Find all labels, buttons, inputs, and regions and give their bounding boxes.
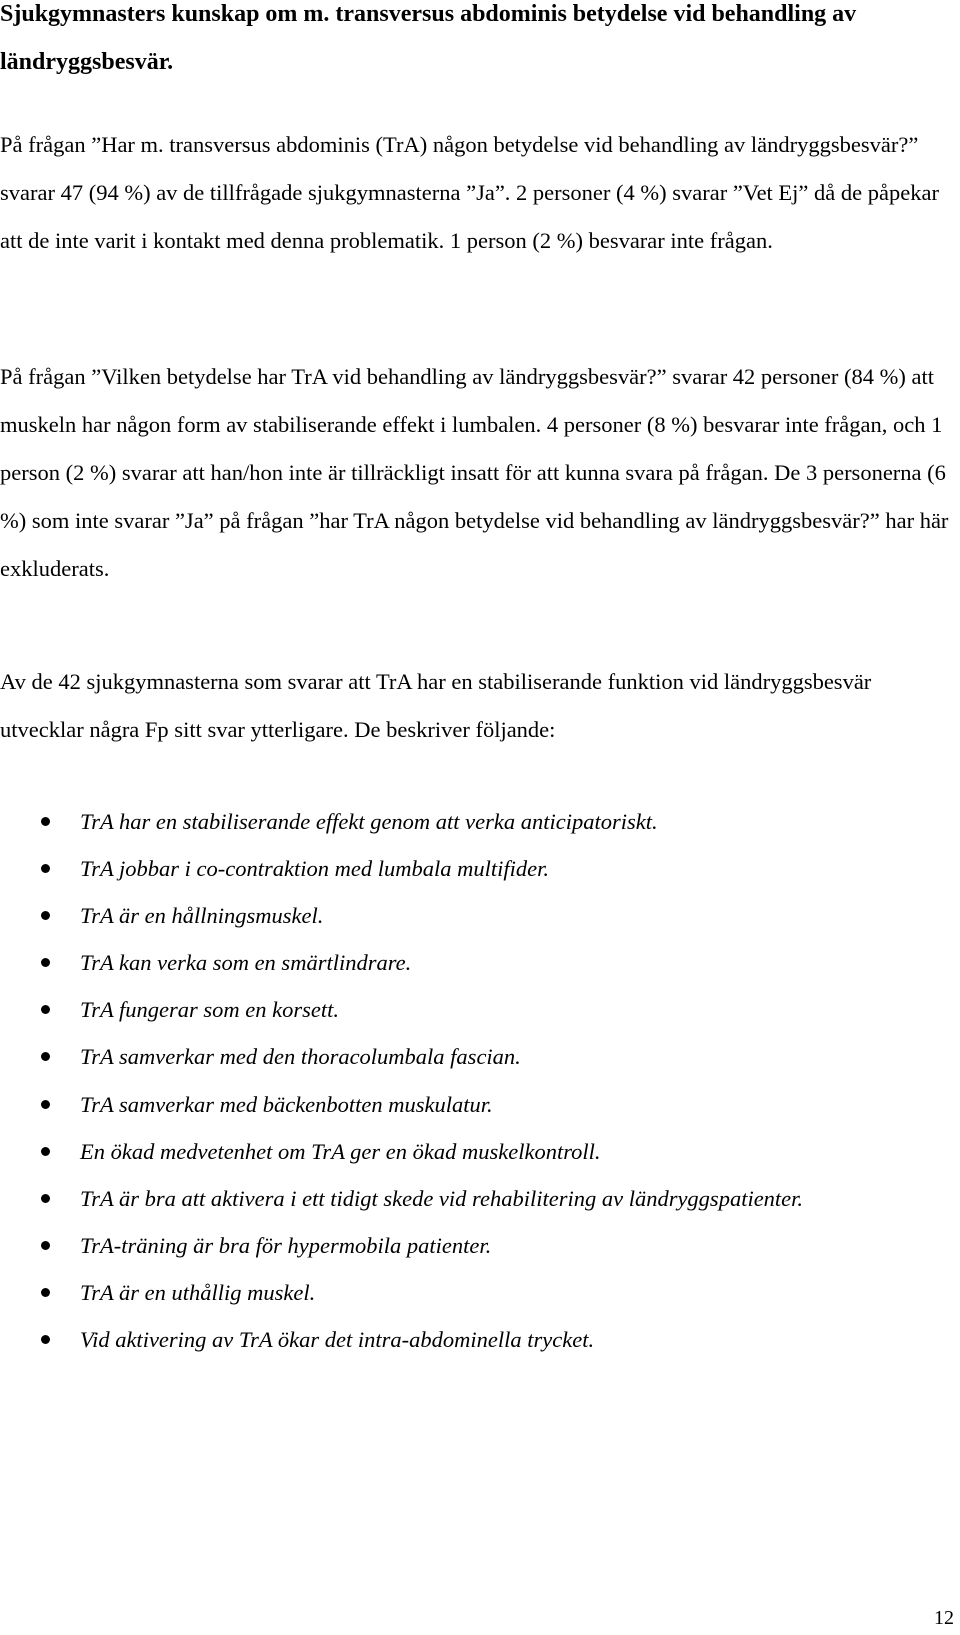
bullet-item — [0, 1128, 960, 1175]
bullet-icon — [41, 1335, 50, 1344]
bullet-item — [0, 939, 960, 986]
bullet-item — [0, 845, 960, 892]
page-number: 12 — [934, 1607, 954, 1629]
bullet-text: TrA fungerar som en korsett. — [80, 997, 339, 1023]
bullet-text: TrA-träning är bra för hypermobila patienter. — [80, 1232, 492, 1258]
bullet-text: TrA samverkar med den thoracolumbala fascian. — [80, 1044, 521, 1070]
bullet-text: TrA är bra att aktivera i ett tidigt skede vid rehabilitering av ländryggspatienter. — [80, 1185, 804, 1211]
paragraph-2: På frågan ”Vilken betydelse har TrA vid behandling av ländryggsbesvär?” svarar 42 personer (84 %) att muskeln har någon form av stabiliserande effekt i lumbalen. 4 personer (8 %) besvarar inte frågan, och 1 person (2 %) svarar att han/hon inte är tillräckligt insatt för att kunna svara på frågan. De 3 personerna (6 %) som inte svarar ”Ja” på frågan ”har TrA någon betydelse vid behandling av ländryggsbesvär?” har här exkluderats. — [0, 364, 949, 581]
bullet-text: Vid aktivering av TrA ökar det intra-abdominella trycket. — [80, 1327, 595, 1353]
bullet-item — [0, 1081, 960, 1128]
bullet-text: TrA har en stabiliserande effekt genom att verka anticipatoriskt. — [80, 809, 658, 834]
bullet-item — [0, 798, 960, 845]
bullet-item — [0, 892, 960, 939]
section-heading: Sjukgymnasters kunskap om m. transversus abdominis betydelse vid behandling av ländryggsbesvär. — [0, 1, 857, 75]
bullet-item — [0, 1033, 960, 1080]
bullet-list — [0, 798, 960, 1363]
bullet-icon — [41, 1005, 50, 1014]
bullet-item — [0, 1222, 960, 1269]
bullet-text: TrA är en hållningsmuskel. — [80, 903, 324, 929]
bullet-text: TrA samverkar med bäckenbotten muskulatur. — [80, 1091, 493, 1117]
bullet-icon — [41, 1194, 50, 1203]
bullet-icon — [41, 1147, 50, 1156]
paragraph-1: På frågan ”Har m. transversus abdominis (TrA) någon betydelse vid behandling av ländryggsbesvär?” svarar 47 (94 %) av de tillfrågade sjukgymnasterna ”Ja”. 2 personer (4 %) svarar ”Vet Ej” då de påpekar att de inte varit i kontakt med denna problematik. 1 person (2 %) besvarar inte frågan. — [0, 132, 939, 253]
bullet-item — [0, 1316, 960, 1363]
bullet-text: TrA jobbar i co-contraktion med lumbala multifider. — [80, 856, 549, 882]
bullet-icon — [41, 864, 50, 873]
bullet-icon — [41, 958, 50, 967]
bullet-icon — [41, 1100, 50, 1109]
bullet-icon — [41, 1241, 50, 1250]
paragraph-3: Av de 42 sjukgymnasterna som svarar att TrA har en stabiliserande funktion vid ländryggsbesvär utvecklar några Fp sitt svar ytterligare. De beskriver följande: — [0, 669, 872, 742]
bullet-item — [0, 1269, 960, 1316]
bullet-icon — [41, 1052, 50, 1061]
bullet-icon — [41, 1288, 50, 1297]
bullet-icon — [41, 911, 50, 920]
bullet-icon — [41, 817, 50, 826]
bullet-item — [0, 1175, 960, 1222]
bullet-text: En ökad medvetenhet om TrA ger en ökad muskelkontroll. — [80, 1138, 601, 1164]
bullet-text: TrA är en uthållig muskel. — [80, 1279, 316, 1305]
bullet-text: TrA kan verka som en smärtlindrare. — [80, 950, 412, 976]
bullet-item — [0, 986, 960, 1033]
